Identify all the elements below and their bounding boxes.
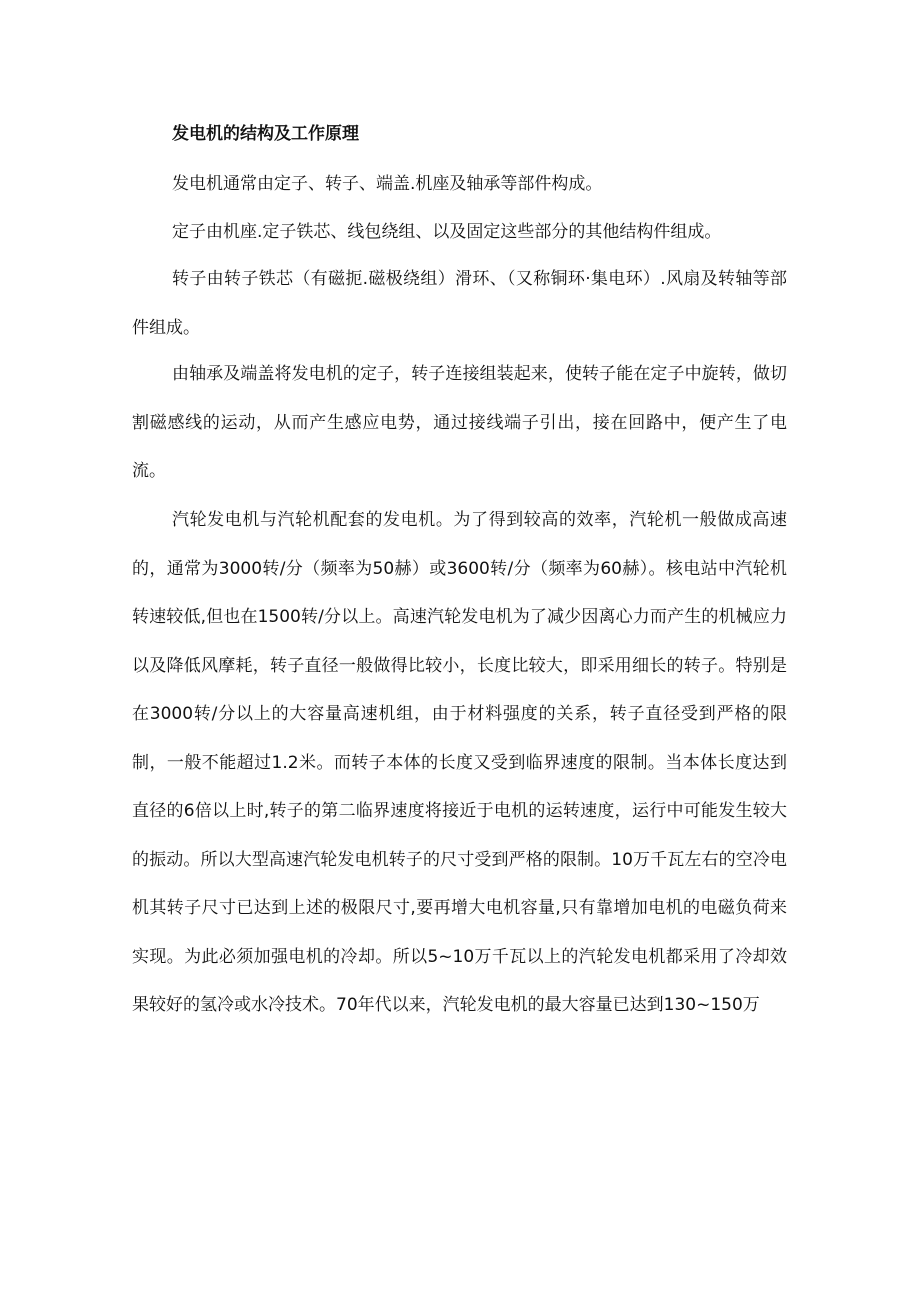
paragraph-working-principle: 由轴承及端盖将发电机的定子，转子连接组装起来，使转子能在定子中旋转，做切割磁感线的运动，从而产生感应电势，通过接线端子引出，接在回路中，便产生了电流。 xyxy=(132,364,787,481)
paragraph-components: 发电机通常由定子、转子、端盖.机座及轴承等部件构成。 xyxy=(172,174,603,194)
paragraph-rotor: 转子由转子铁芯（有磁扼.磁极绕组）滑环、（又称铜环·集电环）.风扇及转轴等部件组成。 xyxy=(132,269,787,338)
paragraph-turbo-generator: 汽轮发电机与汽轮机配套的发电机。为了得到较高的效率，汽轮机一般做成高速的，通常为3000转/分（频率为50赫）或3600转/分（频率为60赫）。核电站中汽轮机转速较低,但也在1500转/分以上。高速汽轮发电机为了减少因离心力而产生的机械应力以及降低风摩耗，转子直径一般做得比较小，长度比较大，即采用细长的转子。特别是在3000转/分以上的大容量高速机组，由于材料强度的关系，转子直径受到严格的限制，一般不能超过1.2米。而转子本体的长度又受到临界速度的限制。当本体长度达到直径的6倍以上时,转子的第二临界速度将接近于电机的运转速度，运行中可能发生较大的振动。所以大型高速汽轮发电机转子的尺寸受到严格的限制。10万千瓦左右的空冷电机其转子尺寸已达到上述的极限尺寸,要再增大电机容量,只有靠增加电机的电磁负荷来实现。为此必须加强电机的冷却。所以5~10万千瓦以上的汽轮发电机都采用了冷却效果较好的氢冷或水冷技术。70年代以来，汽轮发电机的最大容量已达到130~150万 xyxy=(132,510,787,1015)
document-title: 发电机的结构及工作原理 xyxy=(172,124,359,144)
paragraph-stator: 定子由机座.定子铁芯、线包绕组、以及固定这些部分的其他结构件组成。 xyxy=(172,222,722,242)
